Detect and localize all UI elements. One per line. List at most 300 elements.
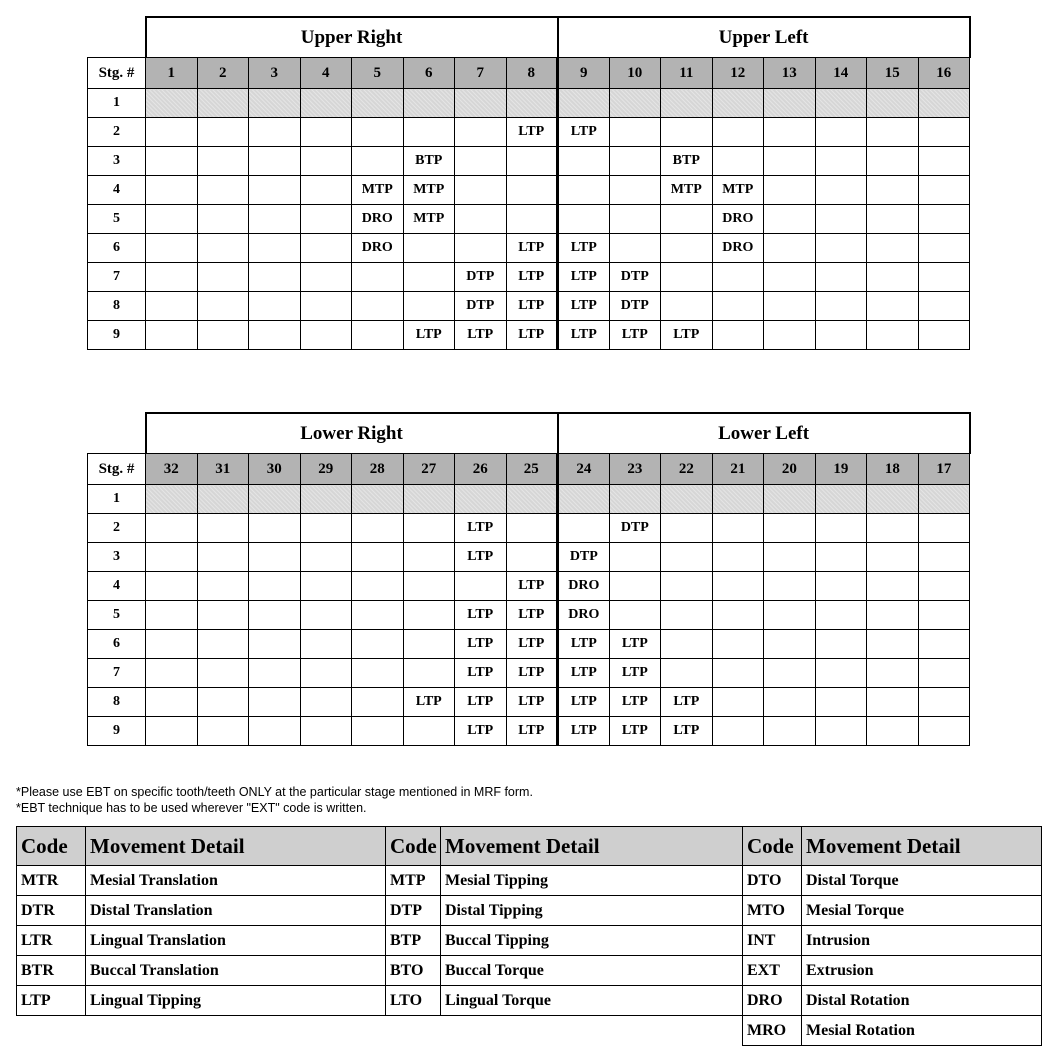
movement-cell xyxy=(300,630,352,659)
stage-number: 8 xyxy=(88,688,146,717)
movement-cell: LTP xyxy=(506,321,558,350)
movement-cell xyxy=(815,147,867,176)
movement-cell: LTP xyxy=(558,118,610,147)
stage-row xyxy=(88,688,970,717)
legend-detail: Extrusion xyxy=(802,956,1042,986)
movement-cell xyxy=(300,147,352,176)
movement-cell xyxy=(300,205,352,234)
movement-cell xyxy=(300,688,352,717)
movement-cell xyxy=(249,321,301,350)
stage-row xyxy=(88,321,970,350)
movement-cell xyxy=(352,717,404,746)
movement-cell xyxy=(712,543,764,572)
movement-cell xyxy=(249,514,301,543)
movement-cell xyxy=(249,601,301,630)
movement-cell xyxy=(146,543,198,572)
movement-cell xyxy=(403,717,455,746)
movement-cell xyxy=(352,572,404,601)
movement-cell xyxy=(764,630,816,659)
movement-cell: LTP xyxy=(506,717,558,746)
movement-cell xyxy=(352,630,404,659)
legend-code-header: Code xyxy=(743,827,802,866)
stage-row xyxy=(88,118,970,147)
movement-cell xyxy=(300,118,352,147)
movement-cell xyxy=(815,176,867,205)
movement-cell xyxy=(455,118,507,147)
stage-number: 3 xyxy=(88,147,146,176)
legend-code: MTR xyxy=(17,866,86,896)
stage-column-header: Stg. # xyxy=(88,454,146,485)
movement-cell xyxy=(661,118,713,147)
notes xyxy=(16,784,533,816)
legend-detail: Mesial Torque xyxy=(802,896,1042,926)
movement-cell xyxy=(609,176,661,205)
movement-cell xyxy=(197,147,249,176)
movement-cell xyxy=(661,572,713,601)
legend-code: LTR xyxy=(17,926,86,956)
movement-cell xyxy=(249,543,301,572)
movement-cell: DTP xyxy=(609,514,661,543)
movement-cell xyxy=(918,572,970,601)
movement-cell xyxy=(146,89,198,118)
stage-row xyxy=(88,292,970,321)
movement-cell xyxy=(558,147,610,176)
movement-cell xyxy=(403,543,455,572)
legend-detail: Distal Tipping xyxy=(441,896,743,926)
movement-cell xyxy=(558,205,610,234)
movement-cell xyxy=(867,89,919,118)
movement-cell xyxy=(815,205,867,234)
movement-cell xyxy=(609,147,661,176)
tooth-number: 5 xyxy=(352,58,404,89)
movement-cell: DRO xyxy=(558,572,610,601)
movement-cell: DTP xyxy=(609,292,661,321)
movement-cell xyxy=(815,89,867,118)
movement-cell xyxy=(352,659,404,688)
movement-cell xyxy=(352,263,404,292)
movement-cell xyxy=(867,263,919,292)
movement-cell xyxy=(249,292,301,321)
tooth-number: 26 xyxy=(455,454,507,485)
tooth-number: 24 xyxy=(558,454,610,485)
movement-cell xyxy=(867,543,919,572)
movement-cell: DTP xyxy=(609,263,661,292)
movement-cell xyxy=(867,630,919,659)
movement-cell xyxy=(146,292,198,321)
movement-cell: LTP xyxy=(403,321,455,350)
movement-cell xyxy=(403,601,455,630)
movement-cell xyxy=(455,572,507,601)
movement-cell xyxy=(197,659,249,688)
tooth-number: 15 xyxy=(867,58,919,89)
movement-cell xyxy=(506,89,558,118)
movement-cell xyxy=(506,205,558,234)
movement-cell xyxy=(918,717,970,746)
tooth-number: 9 xyxy=(558,58,610,89)
movement-cell xyxy=(815,572,867,601)
movement-cell: LTP xyxy=(609,630,661,659)
movement-cell xyxy=(403,118,455,147)
movement-cell xyxy=(146,688,198,717)
movement-cell xyxy=(146,717,198,746)
movement-cell xyxy=(712,147,764,176)
movement-cell: LTP xyxy=(558,263,610,292)
movement-cell: DRO xyxy=(712,205,764,234)
movement-cell xyxy=(506,514,558,543)
movement-cell xyxy=(918,118,970,147)
movement-cell: LTP xyxy=(506,263,558,292)
legend-detail: Mesial Tipping xyxy=(441,866,743,896)
stage-number: 6 xyxy=(88,234,146,263)
movement-cell xyxy=(609,485,661,514)
movement-cell xyxy=(815,659,867,688)
movement-cell xyxy=(712,292,764,321)
movement-cell xyxy=(815,688,867,717)
movement-cell xyxy=(352,321,404,350)
movement-cell: LTP xyxy=(506,292,558,321)
movement-cell xyxy=(712,118,764,147)
movement-cell: BTP xyxy=(661,147,713,176)
stage-row xyxy=(88,205,970,234)
quadrant-header: Lower Right xyxy=(146,413,558,454)
movement-cell xyxy=(300,263,352,292)
stage-row xyxy=(88,147,970,176)
movement-cell: LTP xyxy=(609,688,661,717)
movement-cell xyxy=(146,485,198,514)
legend-row xyxy=(17,866,1042,896)
movement-cell xyxy=(609,601,661,630)
movement-cell xyxy=(249,89,301,118)
movement-cell xyxy=(867,659,919,688)
tooth-number: 11 xyxy=(661,58,713,89)
movement-cell: MTP xyxy=(352,176,404,205)
movement-cell: MTP xyxy=(712,176,764,205)
movement-cell: MTP xyxy=(661,176,713,205)
corner-cell xyxy=(88,17,146,58)
tooth-number: 22 xyxy=(661,454,713,485)
movement-cell xyxy=(815,601,867,630)
movement-cell xyxy=(661,659,713,688)
stage-row xyxy=(88,659,970,688)
movement-cell xyxy=(352,543,404,572)
movement-cell xyxy=(712,514,764,543)
tooth-number: 6 xyxy=(403,58,455,89)
movement-cell xyxy=(918,321,970,350)
upper-arch-table xyxy=(87,16,971,350)
movement-cell xyxy=(352,688,404,717)
movement-cell xyxy=(197,321,249,350)
movement-cell xyxy=(558,514,610,543)
movement-cell xyxy=(352,147,404,176)
movement-cell xyxy=(352,89,404,118)
movement-cell: LTP xyxy=(506,572,558,601)
legend-detail-header: Movement Detail xyxy=(802,827,1042,866)
movement-cell xyxy=(146,630,198,659)
movement-cell xyxy=(197,601,249,630)
stage-number: 2 xyxy=(88,118,146,147)
stage-number: 9 xyxy=(88,321,146,350)
movement-cell: LTP xyxy=(558,234,610,263)
movement-cell xyxy=(764,292,816,321)
quadrant-header: Upper Right xyxy=(146,17,558,58)
legend-code: MTO xyxy=(743,896,802,926)
movement-cell xyxy=(352,601,404,630)
tooth-number: 13 xyxy=(764,58,816,89)
movement-cell xyxy=(918,292,970,321)
movement-cell xyxy=(197,485,249,514)
legend-detail: Distal Torque xyxy=(802,866,1042,896)
movement-cell xyxy=(146,234,198,263)
legend-empty xyxy=(441,1016,743,1046)
movement-cell xyxy=(146,263,198,292)
movement-cell: DRO xyxy=(352,234,404,263)
movement-cell xyxy=(918,630,970,659)
movement-cell xyxy=(918,514,970,543)
quadrant-header: Upper Left xyxy=(558,17,970,58)
movement-cell xyxy=(558,176,610,205)
stage-row xyxy=(88,543,970,572)
movement-cell xyxy=(146,176,198,205)
movement-cell xyxy=(197,89,249,118)
legend-empty xyxy=(86,1016,386,1046)
stage-column-header: Stg. # xyxy=(88,58,146,89)
legend-row xyxy=(17,926,1042,956)
tooth-number: 17 xyxy=(918,454,970,485)
stage-number: 4 xyxy=(88,572,146,601)
movement-cell xyxy=(661,292,713,321)
movement-cell: LTP xyxy=(455,601,507,630)
movement-cell: LTP xyxy=(506,601,558,630)
movement-cell xyxy=(249,688,301,717)
movement-cell: LTP xyxy=(455,514,507,543)
tooth-number: 4 xyxy=(300,58,352,89)
tooth-number: 19 xyxy=(815,454,867,485)
movement-cell xyxy=(249,147,301,176)
movement-cell: LTP xyxy=(558,688,610,717)
legend-detail: Distal Rotation xyxy=(802,986,1042,1016)
movement-cell xyxy=(146,205,198,234)
legend-detail: Distal Translation xyxy=(86,896,386,926)
movement-cell xyxy=(867,118,919,147)
movement-cell xyxy=(764,205,816,234)
movement-cell xyxy=(300,292,352,321)
movement-cell xyxy=(764,601,816,630)
stage-number: 6 xyxy=(88,630,146,659)
legend-detail: Buccal Torque xyxy=(441,956,743,986)
movement-cell: LTP xyxy=(455,688,507,717)
legend-detail: Mesial Translation xyxy=(86,866,386,896)
movement-cell xyxy=(197,572,249,601)
tooth-number: 32 xyxy=(146,454,198,485)
movement-cell xyxy=(609,205,661,234)
movement-cell xyxy=(918,485,970,514)
movement-cell xyxy=(197,176,249,205)
movement-cell xyxy=(918,89,970,118)
movement-cell xyxy=(146,572,198,601)
stage-row xyxy=(88,630,970,659)
movement-cell xyxy=(249,659,301,688)
movement-cell xyxy=(661,263,713,292)
corner-cell xyxy=(88,413,146,454)
movement-cell xyxy=(867,601,919,630)
movement-cell: LTP xyxy=(506,659,558,688)
movement-cell xyxy=(712,688,764,717)
movement-cell xyxy=(764,147,816,176)
legend-code: EXT xyxy=(743,956,802,986)
legend-detail: Mesial Rotation xyxy=(802,1016,1042,1046)
movement-cell xyxy=(197,630,249,659)
movement-cell xyxy=(661,543,713,572)
movement-cell xyxy=(403,263,455,292)
movement-cell xyxy=(661,514,713,543)
movement-cell xyxy=(197,263,249,292)
movement-cell: LTP xyxy=(558,292,610,321)
movement-cell xyxy=(815,118,867,147)
movement-cell xyxy=(764,572,816,601)
legend-code: DTR xyxy=(17,896,86,926)
movement-cell xyxy=(712,321,764,350)
stage-row xyxy=(88,572,970,601)
movement-cell xyxy=(403,89,455,118)
legend-code: BTO xyxy=(386,956,441,986)
movement-cell xyxy=(300,89,352,118)
stage-row xyxy=(88,485,970,514)
legend-empty xyxy=(17,1016,86,1046)
tooth-number: 7 xyxy=(455,58,507,89)
movement-cell: MTP xyxy=(403,205,455,234)
movement-cell xyxy=(815,234,867,263)
legend-code: DTO xyxy=(743,866,802,896)
tooth-number: 25 xyxy=(506,454,558,485)
movement-cell xyxy=(918,147,970,176)
movement-cell: LTP xyxy=(558,717,610,746)
movement-cell xyxy=(609,118,661,147)
movement-cell xyxy=(197,292,249,321)
stage-row xyxy=(88,234,970,263)
movement-cell xyxy=(815,292,867,321)
movement-cell xyxy=(506,176,558,205)
movement-cell xyxy=(403,572,455,601)
movement-cell xyxy=(558,89,610,118)
quadrant-header: Lower Left xyxy=(558,413,970,454)
legend-code: BTR xyxy=(17,956,86,986)
movement-cell: MTP xyxy=(403,176,455,205)
movement-cell xyxy=(764,514,816,543)
movement-cell xyxy=(249,572,301,601)
movement-cell xyxy=(918,263,970,292)
stage-row xyxy=(88,601,970,630)
movement-cell xyxy=(867,514,919,543)
movement-cell xyxy=(609,572,661,601)
legend-code: MTP xyxy=(386,866,441,896)
movement-cell xyxy=(558,485,610,514)
legend-detail: Intrusion xyxy=(802,926,1042,956)
movement-cell xyxy=(146,601,198,630)
tooth-number: 27 xyxy=(403,454,455,485)
tooth-number: 1 xyxy=(146,58,198,89)
movement-cell xyxy=(661,630,713,659)
legend-detail-header: Movement Detail xyxy=(441,827,743,866)
movement-cell xyxy=(455,176,507,205)
movement-cell xyxy=(249,118,301,147)
stage-number: 5 xyxy=(88,205,146,234)
movement-cell xyxy=(249,630,301,659)
lower-arch-table xyxy=(87,412,971,746)
movement-cell xyxy=(609,89,661,118)
stage-number: 2 xyxy=(88,514,146,543)
note-line: *Please use EBT on specific tooth/teeth ONLY at the particular stage mentioned in MRF form. xyxy=(16,785,533,799)
movement-cell xyxy=(712,572,764,601)
movement-cell xyxy=(455,234,507,263)
legend-detail: Lingual Tipping xyxy=(86,986,386,1016)
movement-cell xyxy=(918,205,970,234)
tooth-number: 20 xyxy=(764,454,816,485)
movement-cell xyxy=(403,514,455,543)
legend-code: DTP xyxy=(386,896,441,926)
movement-cell xyxy=(300,514,352,543)
movement-cell xyxy=(197,688,249,717)
tooth-number: 16 xyxy=(918,58,970,89)
movement-cell xyxy=(867,321,919,350)
movement-cell xyxy=(403,234,455,263)
movement-cell xyxy=(815,630,867,659)
movement-cell xyxy=(300,659,352,688)
legend-detail: Buccal Tipping xyxy=(441,926,743,956)
legend-detail-header: Movement Detail xyxy=(86,827,386,866)
stage-row xyxy=(88,263,970,292)
legend-code: BTP xyxy=(386,926,441,956)
movement-cell xyxy=(815,717,867,746)
movement-cell xyxy=(764,321,816,350)
movement-cell: DTP xyxy=(455,292,507,321)
movement-cell xyxy=(352,514,404,543)
movement-cell xyxy=(249,263,301,292)
legend-code: INT xyxy=(743,926,802,956)
movement-cell xyxy=(764,234,816,263)
movement-cell: LTP xyxy=(506,234,558,263)
movement-cell xyxy=(764,89,816,118)
movement-cell xyxy=(712,717,764,746)
movement-cell: LTP xyxy=(558,630,610,659)
movement-cell: DTP xyxy=(558,543,610,572)
movement-cell xyxy=(506,147,558,176)
movement-cell: LTP xyxy=(609,659,661,688)
movement-cell: LTP xyxy=(455,543,507,572)
legend-row xyxy=(17,896,1042,926)
movement-cell xyxy=(197,514,249,543)
movement-cell xyxy=(867,572,919,601)
movement-cell xyxy=(764,485,816,514)
legend-detail: Buccal Translation xyxy=(86,956,386,986)
movement-cell xyxy=(764,176,816,205)
movement-cell xyxy=(300,717,352,746)
legend-code: LTO xyxy=(386,986,441,1016)
tooth-number: 14 xyxy=(815,58,867,89)
movement-cell xyxy=(764,659,816,688)
movement-cell xyxy=(146,118,198,147)
movement-cell: LTP xyxy=(558,321,610,350)
movement-cell xyxy=(197,234,249,263)
movement-cell xyxy=(300,321,352,350)
legend-code-header: Code xyxy=(386,827,441,866)
stage-number: 4 xyxy=(88,176,146,205)
movement-cell xyxy=(197,543,249,572)
movement-cell xyxy=(867,292,919,321)
movement-cell xyxy=(867,485,919,514)
movement-cell xyxy=(455,147,507,176)
tooth-number: 23 xyxy=(609,454,661,485)
movement-cell: LTP xyxy=(403,688,455,717)
